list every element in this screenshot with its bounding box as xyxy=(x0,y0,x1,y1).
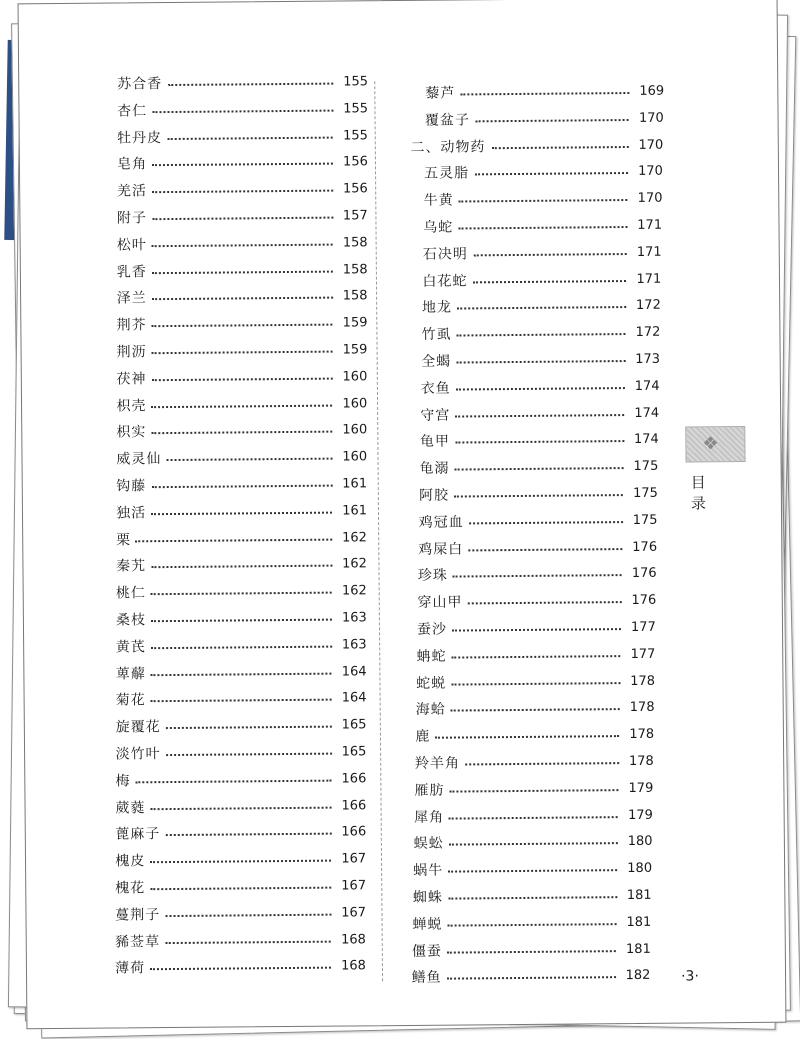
toc-entry-title: 藜芦 xyxy=(425,85,456,102)
toc-entry-page: 158 xyxy=(342,288,368,304)
dot-leader xyxy=(152,217,333,221)
toc-entry xyxy=(117,205,385,229)
toc-entry-title: 衣鱼 xyxy=(420,380,451,397)
toc-entry-title: 威灵仙 xyxy=(116,451,162,468)
toc-entry xyxy=(414,777,685,801)
toc-entry xyxy=(115,956,391,980)
toc-entry-title: 守宫 xyxy=(420,407,451,424)
toc-entry xyxy=(415,751,685,775)
toc-entry-title: 阿胶 xyxy=(419,487,450,504)
toc-entry-page: 165 xyxy=(341,744,367,760)
toc-entry-page: 159 xyxy=(342,315,368,331)
toc-entry-title: 荆芥 xyxy=(116,317,147,334)
dot-leader xyxy=(151,431,332,435)
toc-entry xyxy=(115,875,390,899)
page-number: ·3· xyxy=(680,968,699,985)
toc-entry-title: 泽兰 xyxy=(116,290,147,307)
toc-entry-page: 182 xyxy=(625,968,651,984)
toc-entry-title: 苏合香 xyxy=(117,76,163,93)
dot-leader xyxy=(460,92,629,95)
toc-entry-title: 石决明 xyxy=(422,246,468,263)
toc-entry-title: 荆沥 xyxy=(116,344,147,361)
toc-entry-title: 犀角 xyxy=(414,809,445,826)
toc-entry xyxy=(116,688,389,712)
toc-entry xyxy=(116,473,387,497)
toc-entry-page: 178 xyxy=(629,700,655,716)
toc-entry xyxy=(117,232,385,256)
toc-entry xyxy=(116,634,388,658)
toc-entry-page: 156 xyxy=(342,154,368,170)
toc-entry xyxy=(116,339,385,363)
dot-leader xyxy=(166,940,332,943)
toc-entry-page: 165 xyxy=(341,717,367,733)
toc-entry-page: 178 xyxy=(630,673,656,689)
toc-entry-page: 175 xyxy=(633,485,658,501)
toc-entry xyxy=(115,768,389,792)
toc-entry-page: 174 xyxy=(633,432,659,448)
toc-entry-title: 菊花 xyxy=(115,692,146,709)
toc-entry-page: 174 xyxy=(634,378,660,394)
toc-entry-page: 159 xyxy=(342,342,368,358)
toc-entry-page: 173 xyxy=(635,351,661,367)
toc-entry-page: 171 xyxy=(636,271,662,287)
toc-entry-title: 乌蛇 xyxy=(423,219,454,236)
toc-entry-page: 179 xyxy=(628,807,653,823)
toc-entry-page: 163 xyxy=(341,610,367,626)
dot-leader xyxy=(449,843,618,846)
dot-leader xyxy=(150,967,331,971)
dot-leader xyxy=(435,735,620,739)
toc-entry xyxy=(412,938,687,962)
toc-entry-title: 葳蕤 xyxy=(115,799,146,817)
dot-leader xyxy=(469,548,623,551)
dot-leader xyxy=(468,601,622,604)
dot-leader xyxy=(492,146,629,149)
dot-leader xyxy=(447,923,616,926)
toc-entry-title: 蚺蛇 xyxy=(416,648,447,665)
toc-entry-title: 秦艽 xyxy=(115,558,147,575)
toc-entry-page: 169 xyxy=(639,83,665,99)
toc-entry xyxy=(117,286,386,310)
toc-entry-page: 171 xyxy=(637,217,663,233)
toc-entry-page: 175 xyxy=(632,512,658,528)
toc-entry-title: 蛇蜕 xyxy=(416,675,447,692)
toc-entry-title: 竹虱 xyxy=(421,326,452,344)
toc-entry-page: 171 xyxy=(636,244,662,260)
dot-leader xyxy=(151,619,332,623)
toc-entry-page: 174 xyxy=(634,405,660,421)
toc-entry-title: 白花蛇 xyxy=(422,273,468,290)
dot-leader xyxy=(475,172,629,175)
dot-leader xyxy=(152,377,333,381)
toc-entry-title: 地龙 xyxy=(421,299,453,317)
toc-entry xyxy=(425,81,679,105)
toc-entry-title: 蜘蛛 xyxy=(412,889,443,906)
dot-leader xyxy=(151,485,332,489)
toc-entry-page: 180 xyxy=(627,834,653,850)
dot-leader xyxy=(166,833,332,836)
toc-entry-title: 海蛤 xyxy=(415,702,446,719)
section-label: 目录 xyxy=(688,474,708,517)
toc-entry xyxy=(419,456,682,480)
dot-leader xyxy=(469,521,623,524)
dot-leader xyxy=(465,762,619,765)
toc-entry-page: 178 xyxy=(628,753,654,770)
dot-leader xyxy=(135,779,332,783)
toc-entry-title: 蚕沙 xyxy=(416,621,448,638)
dot-leader xyxy=(452,655,621,658)
decorative-stamp xyxy=(685,426,745,463)
toc-entry-page: 166 xyxy=(341,797,367,814)
toc-entry xyxy=(117,98,383,122)
toc-entry-page: 155 xyxy=(343,74,369,90)
toc-entry-page: 181 xyxy=(626,887,652,904)
toc-entry xyxy=(116,580,388,604)
toc-entry xyxy=(419,509,684,533)
toc-entry-page: 158 xyxy=(342,235,368,251)
toc-entry xyxy=(424,188,681,212)
toc-entry-page: 168 xyxy=(340,958,366,974)
toc-entry-title: 附子 xyxy=(116,210,147,227)
toc-entry-page: 160 xyxy=(342,369,368,385)
toc-entry xyxy=(421,375,682,399)
dot-leader xyxy=(453,574,622,577)
toc-entry xyxy=(116,527,387,551)
toc-entry xyxy=(413,858,686,882)
toc-entry xyxy=(115,848,390,872)
toc-entry-page: 172 xyxy=(635,298,661,314)
toc-entry-page: 155 xyxy=(343,127,368,144)
toc-entry xyxy=(424,161,680,185)
toc-entry-page: 163 xyxy=(341,637,367,653)
toc-entry xyxy=(116,661,389,685)
toc-entry-title: 茯神 xyxy=(116,371,147,388)
toc-entry-title: 栗 xyxy=(116,531,132,549)
toc-entry xyxy=(413,885,687,909)
toc-entry-page: 160 xyxy=(342,422,368,438)
dot-leader xyxy=(473,280,627,283)
toc-entry xyxy=(116,607,388,631)
dot-leader xyxy=(151,511,332,515)
toc-page xyxy=(18,0,787,1029)
toc-entry-title: 蔓荆子 xyxy=(115,906,161,924)
toc-entry xyxy=(414,804,686,828)
toc-entry-title: 鸡屎白 xyxy=(418,541,464,558)
toc-entry-title: 雁肪 xyxy=(414,782,445,799)
toc-entry xyxy=(116,741,390,765)
dot-leader xyxy=(152,163,333,167)
toc-entry xyxy=(415,724,685,748)
dot-leader xyxy=(152,324,333,328)
dot-leader xyxy=(151,645,332,649)
toc-entry xyxy=(117,178,384,202)
dot-leader xyxy=(168,83,334,86)
toc-entry-title: 乳香 xyxy=(116,263,147,281)
dot-leader xyxy=(458,226,627,229)
toc-entry-title: 槐花 xyxy=(115,880,146,897)
dot-leader xyxy=(456,360,625,363)
toc-entry xyxy=(115,822,390,846)
toc-entry xyxy=(422,295,681,319)
toc-entry-title: 穿山甲 xyxy=(417,594,463,612)
toc-entry-title: 旋覆花 xyxy=(115,719,161,736)
dot-leader xyxy=(152,270,333,274)
dot-leader xyxy=(152,109,333,113)
toc-entry xyxy=(116,393,386,417)
toc-entry xyxy=(414,831,686,855)
toc-entry-title: 豨莶草 xyxy=(115,933,161,951)
dot-leader xyxy=(167,458,333,461)
toc-entry-page: 177 xyxy=(630,619,656,636)
dot-leader xyxy=(151,699,332,703)
dot-leader xyxy=(447,950,616,953)
toc-entry xyxy=(116,366,385,390)
toc-entry-page: 155 xyxy=(343,101,369,117)
toc-entry xyxy=(117,259,385,283)
toc-entry-title: 蓖麻子 xyxy=(115,826,161,843)
dot-leader xyxy=(454,494,623,497)
toc-entry-page: 164 xyxy=(341,690,367,706)
toc-entry xyxy=(117,71,383,95)
toc-entry-title: 羚羊角 xyxy=(414,755,461,772)
toc-entry-page: 172 xyxy=(635,324,661,341)
toc-entry xyxy=(115,795,389,819)
toc-entry-title: 皂角 xyxy=(116,156,148,173)
toc-entry xyxy=(116,420,386,444)
dot-leader xyxy=(152,190,333,194)
dot-leader xyxy=(447,977,616,980)
dot-leader xyxy=(452,628,621,631)
toc-entry xyxy=(425,107,680,131)
toc-entry xyxy=(420,429,683,453)
toc-entry-title: 淡竹叶 xyxy=(115,746,161,763)
toc-entry-page: 176 xyxy=(631,592,657,609)
toc-entry xyxy=(117,312,386,336)
dot-leader xyxy=(449,816,618,819)
dot-leader xyxy=(448,869,617,872)
toc-entry-title: 钩藤 xyxy=(116,478,147,495)
toc-entry-page: 179 xyxy=(628,780,654,796)
toc-entry xyxy=(115,902,390,926)
toc-entry-title: 杏仁 xyxy=(117,103,148,120)
toc-entry-page: 170 xyxy=(638,137,664,153)
toc-entry-title: 鳝鱼 xyxy=(411,970,442,987)
toc-entry-page: 176 xyxy=(631,566,657,582)
toc-entry xyxy=(419,483,683,507)
toc-entry-title: 桃仁 xyxy=(115,585,147,602)
toc-entry-title: 二、动物药 xyxy=(410,138,486,156)
toc-entry-page: 167 xyxy=(341,905,367,921)
toc-entry xyxy=(417,590,684,614)
dot-leader xyxy=(136,538,333,542)
toc-entry-title: 全蝎 xyxy=(421,353,452,370)
toc-entry-title: 萆薢 xyxy=(115,665,146,683)
toc-entry-page: 156 xyxy=(342,181,368,197)
dot-leader xyxy=(151,592,332,596)
toc-entry-page: 176 xyxy=(632,539,658,555)
dot-leader xyxy=(166,753,332,756)
dot-leader xyxy=(451,682,620,685)
toc-entry-title: 龟甲 xyxy=(419,433,450,451)
dot-leader xyxy=(151,404,332,408)
toc-entry-page: 166 xyxy=(341,824,367,840)
toc-entry-title: 覆盆子 xyxy=(424,112,470,129)
toc-entry-page: 164 xyxy=(341,663,367,680)
toc-entry-title: 枳壳 xyxy=(116,397,147,415)
toc-entry xyxy=(421,322,681,346)
toc-entry xyxy=(423,241,681,265)
toc-entry-page: 181 xyxy=(625,941,651,957)
toc-entry-page: 161 xyxy=(342,476,368,492)
dot-leader xyxy=(168,136,334,139)
toc-entry xyxy=(418,563,684,587)
toc-entry-title: 薄荷 xyxy=(114,960,146,977)
toc-entry-page: 162 xyxy=(341,556,367,572)
dot-leader xyxy=(456,387,625,390)
toc-entry xyxy=(417,617,684,641)
toc-entry xyxy=(420,402,682,426)
dot-leader xyxy=(455,440,624,443)
toc-entry-page: 161 xyxy=(342,503,368,519)
toc-entry-title: 鹿 xyxy=(415,728,431,746)
toc-entry-page: 160 xyxy=(342,449,368,465)
toc-entry-title: 牡丹皮 xyxy=(117,129,163,147)
dot-leader xyxy=(475,119,629,122)
dot-leader xyxy=(166,726,332,729)
dot-leader xyxy=(151,672,332,676)
toc-entry-page: 166 xyxy=(341,771,367,787)
dot-leader xyxy=(455,467,624,470)
dot-leader xyxy=(455,414,624,417)
toc-entry-title: 鸡冠血 xyxy=(418,514,464,531)
dot-leader xyxy=(152,351,333,355)
toc-entry-page: 170 xyxy=(638,110,664,126)
toc-entry xyxy=(412,965,688,989)
toc-entry-page: 181 xyxy=(626,914,652,930)
dot-leader xyxy=(451,708,620,711)
dot-leader xyxy=(166,913,332,916)
toc-entry xyxy=(421,349,682,373)
ornament-icon: ❖ xyxy=(702,433,719,455)
dot-leader xyxy=(150,887,331,891)
toc-entry-title: 蜈蚣 xyxy=(413,836,444,853)
toc-entry xyxy=(410,134,679,158)
toc-entry xyxy=(116,500,387,524)
toc-entry-page: 158 xyxy=(342,261,368,278)
dot-leader xyxy=(448,896,617,899)
toc-entry xyxy=(412,911,686,935)
toc-entry xyxy=(416,697,685,721)
toc-entry-title: 黄芪 xyxy=(115,639,146,656)
toc-entry xyxy=(418,536,683,560)
toc-entry-page: 162 xyxy=(342,529,367,546)
toc-entry-title: 牛黄 xyxy=(423,192,454,209)
toc-entry-title: 枳实 xyxy=(116,424,147,441)
dot-leader xyxy=(457,333,626,336)
toc-entry-page: 177 xyxy=(630,646,656,662)
toc-entry-page: 170 xyxy=(637,190,663,207)
toc-entry-title: 蜗牛 xyxy=(413,862,444,880)
dot-leader xyxy=(150,806,331,810)
toc-entry-title: 僵蚕 xyxy=(411,943,443,960)
toc-entry xyxy=(417,643,685,667)
toc-entry-title: 蝉蜕 xyxy=(412,916,443,933)
toc-entry-title: 珍珠 xyxy=(417,567,448,585)
toc-entry-page: 167 xyxy=(341,851,367,867)
toc-entry xyxy=(116,446,386,470)
dot-leader xyxy=(152,243,333,247)
toc-entry-title: 梅 xyxy=(115,773,131,790)
toc-entry-page: 170 xyxy=(638,164,663,180)
toc-entry-title: 独活 xyxy=(116,505,147,522)
toc-entry xyxy=(115,929,391,953)
toc-entry-title: 五灵脂 xyxy=(424,165,470,183)
toc-entry-title: 龟溺 xyxy=(419,460,450,478)
toc-entry-page: 180 xyxy=(627,861,653,877)
toc-entry-page: 178 xyxy=(629,726,655,743)
dot-leader xyxy=(473,253,627,256)
toc-entry-page: 167 xyxy=(341,878,367,894)
toc-entry-page: 162 xyxy=(341,583,367,599)
dot-leader xyxy=(459,199,628,202)
toc-entry xyxy=(422,268,681,292)
toc-entry-page: 160 xyxy=(342,395,368,412)
toc-entry-title: 松叶 xyxy=(116,237,147,254)
toc-entry xyxy=(117,152,384,176)
toc-entry-title: 槐皮 xyxy=(115,853,146,870)
toc-entry xyxy=(423,215,680,239)
dot-leader xyxy=(450,789,619,792)
dot-leader xyxy=(150,860,331,864)
toc-entry-page: 168 xyxy=(341,931,367,948)
toc-entry-page: 175 xyxy=(633,458,659,475)
toc-entry-page: 157 xyxy=(342,208,368,224)
dot-leader xyxy=(152,297,333,301)
toc-entry xyxy=(416,670,684,694)
toc-entry-title: 羌活 xyxy=(116,183,148,200)
toc-entry xyxy=(116,714,389,738)
toc-entry-title: 桑枝 xyxy=(115,612,146,629)
dot-leader xyxy=(151,565,332,569)
toc-entry xyxy=(116,554,388,578)
toc-entry xyxy=(117,125,384,149)
dot-leader xyxy=(457,306,626,309)
